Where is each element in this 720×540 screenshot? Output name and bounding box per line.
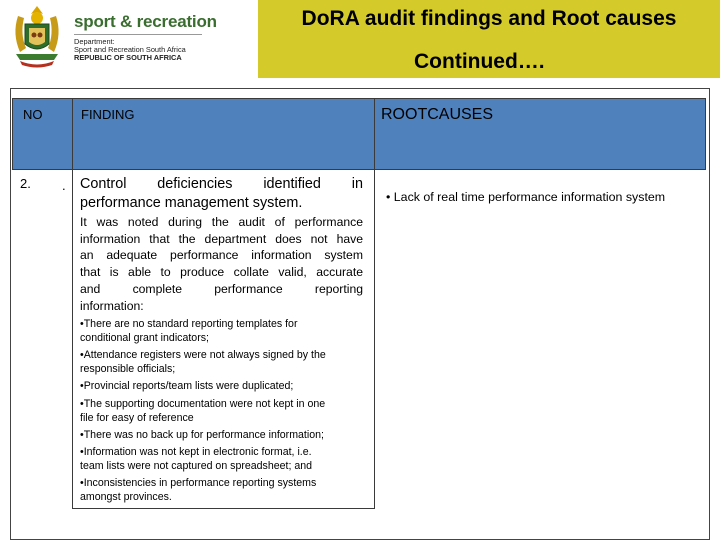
finding-description — [80, 214, 363, 314]
list-item — [80, 428, 363, 442]
list-item-text: •Provincial reports/team lists were duplicated; — [80, 380, 294, 393]
finding-text-line: an adequate performance information system — [80, 248, 363, 263]
brand-divider — [74, 34, 202, 35]
finding-text-line: information that the department does not have — [80, 231, 363, 246]
brand-line-country: REPUBLIC OF SOUTH AFRICA — [74, 53, 182, 62]
list-item-text: •The supporting documentation were not kept in one — [80, 397, 326, 410]
finding-title-line-2: performance management system. — [80, 195, 303, 211]
list-item-text: file for easy of reference — [80, 411, 194, 424]
column-divider — [72, 99, 73, 171]
column-header-no: NO — [23, 107, 43, 122]
column-header-rootcauses: ROOTCAUSES — [381, 106, 494, 123]
list-item-text: amongst provinces. — [80, 491, 172, 504]
list-item-text: responsible officials; — [80, 363, 176, 376]
brand-block — [74, 12, 217, 62]
coat-of-arms-icon — [6, 4, 68, 70]
list-item — [80, 348, 363, 376]
list-item — [80, 317, 363, 345]
list-item — [80, 379, 363, 393]
list-item-text: conditional grant indicators; — [80, 332, 209, 344]
finding-title-line-1: Control deficiencies identified in — [80, 176, 363, 192]
row-bottom-border — [72, 508, 374, 509]
column-divider — [374, 170, 375, 509]
list-item — [80, 445, 363, 473]
list-item-text: •There was no back up for performance information; — [80, 428, 324, 441]
list-item — [80, 476, 363, 504]
rootcause-item: • Lack of real time performance information system — [386, 190, 666, 204]
list-item-text: •Inconsistencies in performance reporting systems — [80, 477, 317, 490]
list-item-text: •Information was not kept in electronic format, i.e. — [80, 445, 312, 458]
page-title: DoRA audit findings and Root causes — [301, 7, 677, 30]
row-marker: . — [62, 178, 66, 193]
list-item-text: •Attendance registers were not always signed by the — [80, 349, 326, 362]
column-header-finding: FINDING — [81, 107, 135, 122]
title-banner — [258, 0, 720, 78]
column-divider — [374, 99, 375, 171]
finding-text-line: and complete performance reporting — [80, 281, 363, 296]
brand-name: sport & recreation — [74, 12, 217, 31]
finding-text-line: It was noted during the audit of performance — [80, 215, 363, 229]
finding-text-line: that is able to produce collate valid, accurate — [80, 265, 363, 280]
column-divider — [72, 170, 73, 509]
finding-bullet-list — [80, 317, 363, 507]
finding-text-line: information: — [80, 298, 144, 313]
brand-line-dept-name: Sport and Recreation South Africa — [74, 45, 186, 54]
page-subtitle: Continued…. — [414, 50, 545, 73]
list-item-text: team lists were not captured on spreadsheet; and — [80, 459, 313, 472]
logo-area — [0, 0, 258, 78]
list-item — [80, 397, 363, 425]
row-number: 2. — [20, 176, 31, 191]
brand-line-department: Department: — [74, 37, 115, 46]
list-item-text: •There are no standard reporting templates for — [80, 318, 298, 330]
table-header-row — [12, 98, 706, 170]
